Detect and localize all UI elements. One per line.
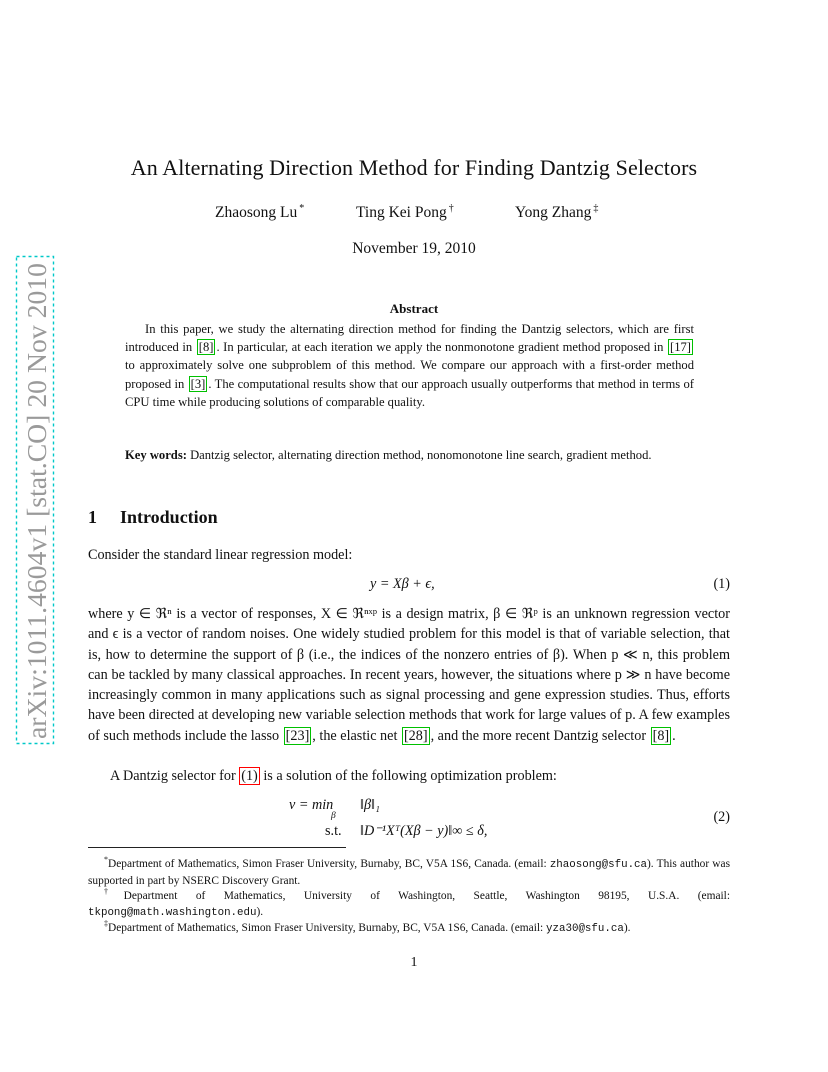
- page-number: 1: [410, 955, 418, 970]
- paragraph-part: , the elastic net: [312, 727, 401, 744]
- equation-reference-link[interactable]: (1): [241, 768, 258, 784]
- email-address: tkpong@math.washington.edu: [88, 907, 257, 920]
- footnote-text: Department of Mathematics, Simon Fraser University, Burnaby, BC, V5A 1S6, Canada. (email:: [108, 857, 550, 870]
- equation-2-number: (2): [713, 809, 730, 825]
- equation-2-subscript: β: [331, 811, 336, 821]
- intro-paragraph-2: [88, 604, 730, 746]
- keywords: [125, 446, 694, 464]
- intro-paragraph-1: Consider the standard linear regression model:: [88, 547, 353, 563]
- author-mark: *: [299, 203, 305, 214]
- footnote-text: ). This author was supported in part by NSERC Discovery Grant.: [88, 857, 730, 888]
- citation-link[interactable]: [8]: [198, 340, 214, 355]
- abstract-part: to approximately solve one subproblem of this method. We compare our approach with a first-order method proposed in: [125, 358, 694, 391]
- footnote-3: [88, 916, 730, 937]
- author-list: [0, 203, 828, 227]
- equation-2-constraint: ‖D⁻¹Xᵀ(Xβ − y)‖∞ ≤ δ,: [360, 823, 488, 839]
- email-address: zhaosong@sfu.ca: [549, 858, 648, 871]
- equation-2-lhs: v = min: [289, 797, 334, 813]
- citation-link[interactable]: [3]: [190, 376, 206, 391]
- footnote-text: Department of Mathematics, University of Washington, Seattle, Washington 98195, U.S.A. (email:: [123, 889, 731, 902]
- paper-title: An Alternating Direction Method for Finding Dantzig Selectors: [130, 155, 698, 180]
- author-3: [515, 203, 598, 222]
- citation-link[interactable]: [23]: [285, 727, 310, 744]
- citation-link[interactable]: [8]: [652, 727, 670, 744]
- arxiv-identifier-stamp: [15, 255, 55, 745]
- keywords-label: Key words:: [125, 448, 187, 462]
- paragraph-part: .: [672, 727, 676, 744]
- author-2: [356, 203, 454, 222]
- footnote-text: ).: [623, 921, 631, 934]
- author-name: Ting Kei Pong: [356, 204, 447, 222]
- abstract-text: [125, 320, 694, 411]
- equation-2-objective: ‖β‖₁: [360, 797, 380, 813]
- author-mark: †: [448, 203, 454, 214]
- author-1: [215, 203, 304, 222]
- abstract-part: In this paper, we study the alternating direction method for finding the Dantzig selectors, which are first introduced in: [125, 322, 694, 355]
- intro-paragraph-3: [88, 766, 730, 786]
- footnote-text: Department of Mathematics, Simon Fraser University, Burnaby, BC, V5A 1S6, Canada. (email:: [108, 921, 547, 934]
- paragraph-part: is a solution of the following optimization problem:: [259, 768, 557, 784]
- email-address: yza30@sfu.ca: [546, 922, 624, 935]
- footnote-mark: †: [104, 887, 124, 896]
- footnote-mark: ‡: [104, 919, 108, 928]
- arxiv-id-text: arXiv:1011.4604v1 [stat.CO] 20 Nov 2010: [22, 275, 52, 739]
- author-name: Zhaosong Lu: [215, 204, 298, 222]
- section-title: Introduction: [120, 507, 218, 527]
- citation-link[interactable]: [17]: [670, 340, 691, 355]
- section-heading: [88, 507, 218, 528]
- section-number: 1: [88, 507, 97, 527]
- footnote-text: ).: [256, 906, 264, 919]
- paper-date: November 19, 2010: [352, 240, 476, 257]
- equation-2-st: s.t.: [325, 823, 342, 839]
- equation-1: y = Xβ + ϵ,: [370, 576, 435, 592]
- equation-1-number: (1): [713, 576, 730, 592]
- paragraph-part: where y ∈ ℜⁿ is a vector of responses, X ∈ ℜⁿˣᵖ is a design matrix, β ∈ ℜᵖ is an unknown regression vector and ϵ is a vector of random noises. One widely studied problem for this model is that of variable selection, that is, how to determine the support of β (i.e., the indices of the nonzero entries of β). When p ≪ n, this problem can be tackled by many classical approaches. In recent years, however, the situations where p ≫ n have become increasingly common in many applications such as signal processing and gene expression studies. Thus, efforts have been directed at developing new variable selection methods that work for large values of p. A few examples of such methods include the lasso: [88, 606, 730, 744]
- paragraph-part: , and the more recent Dantzig selector: [430, 727, 650, 744]
- paragraph-part: A Dantzig selector for: [110, 768, 240, 784]
- keywords-text: Dantzig selector, alternating direction method, nonomonotone line search, gradient method.: [186, 448, 652, 462]
- citation-link[interactable]: [28]: [403, 727, 428, 744]
- abstract-part: . In particular, at each iteration we apply the nonmonotone gradient method proposed in: [216, 340, 668, 355]
- footnote-rule: [88, 847, 346, 848]
- abstract-part: . The computational results show that our approach usually outperforms that method in terms of CPU time while producing solutions of comparable quality.: [125, 376, 694, 409]
- author-mark: ‡: [593, 203, 599, 214]
- footnote-mark: *: [104, 855, 108, 864]
- abstract-heading: Abstract: [389, 301, 439, 316]
- author-name: Yong Zhang: [515, 204, 592, 222]
